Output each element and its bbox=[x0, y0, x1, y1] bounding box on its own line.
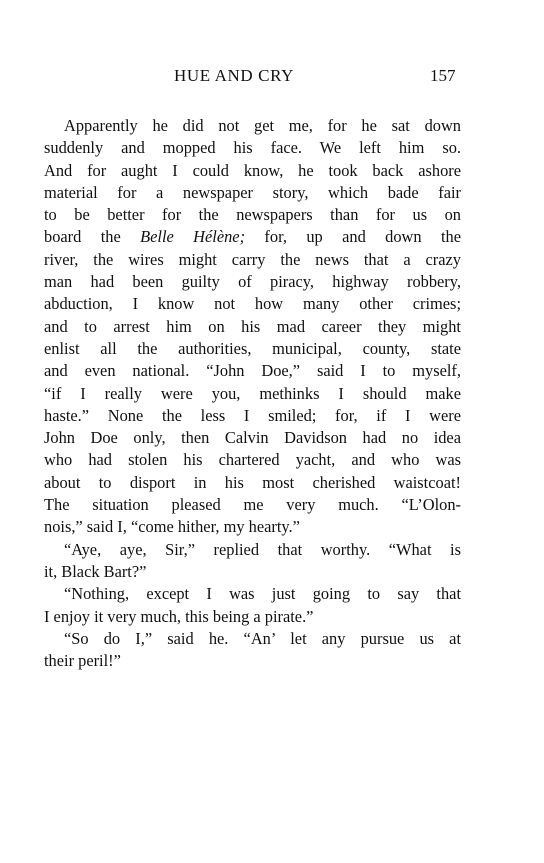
paragraph bbox=[44, 583, 461, 628]
text-line: nois,” said I, “come hither, my hearty.” bbox=[44, 517, 300, 537]
paragraph bbox=[44, 628, 461, 673]
ship-name: Belle Hélène; bbox=[140, 227, 246, 247]
paragraph bbox=[44, 539, 461, 584]
text-line bbox=[44, 226, 461, 248]
text-line: “if I really were you, methinks I should make bbox=[44, 383, 461, 403]
text-line: “So do I,” said he. “An’ let any pursue us at bbox=[64, 628, 461, 648]
text-line: Apparently he did not get me, for he sat down bbox=[64, 116, 461, 135]
text-line: to be better for the newspapers than for us on bbox=[44, 205, 461, 225]
text-line: material for a newspaper story, which bade fair bbox=[44, 182, 461, 202]
text-line: suddenly and mopped his face. We left him so. bbox=[44, 138, 461, 158]
text-line: about to disport in his most cherished waistcoat! bbox=[44, 472, 461, 492]
text-line-start: board the bbox=[44, 227, 141, 247]
text-line: “Aye, aye, Sir,” replied that worthy. “What is bbox=[64, 539, 461, 559]
running-head bbox=[0, 66, 544, 90]
text-line: “Nothing, except I was just going to say that bbox=[64, 584, 461, 604]
text-line-end: for, up and down the bbox=[245, 227, 461, 247]
text-line: The situation pleased me very much. “L’Olon- bbox=[44, 495, 461, 515]
text-line: who had stolen his chartered yacht, and who was bbox=[44, 450, 461, 470]
text-line: it, Black Bart?” bbox=[44, 561, 147, 581]
text-line: and even national. “John Doe,” said I to myself, bbox=[44, 361, 461, 381]
text-line: John Doe only, then Calvin Davidson had no idea bbox=[44, 428, 461, 448]
text-line: man had been guilty of piracy, highway robbery, bbox=[44, 272, 461, 292]
text-line: abduction, I know not how many other crimes; bbox=[44, 294, 461, 314]
text-line: haste.” None the less I smiled; for, if I were bbox=[44, 405, 461, 425]
paragraph bbox=[44, 115, 461, 539]
text-line: and to arrest him on his mad career they might bbox=[44, 316, 461, 336]
page-number: 157 bbox=[430, 66, 456, 85]
text-line: And for aught I could know, he took back ashore bbox=[44, 160, 461, 180]
running-title: HUE AND CRY bbox=[174, 66, 294, 85]
text-line: enlist all the authorities, municipal, county, state bbox=[44, 338, 461, 358]
text-line: river, the wires might carry the news that a crazy bbox=[44, 249, 461, 269]
text-line: I enjoy it very much, this being a pirate.” bbox=[44, 606, 314, 626]
body-text bbox=[44, 115, 461, 672]
text-line: their peril!” bbox=[44, 651, 121, 671]
